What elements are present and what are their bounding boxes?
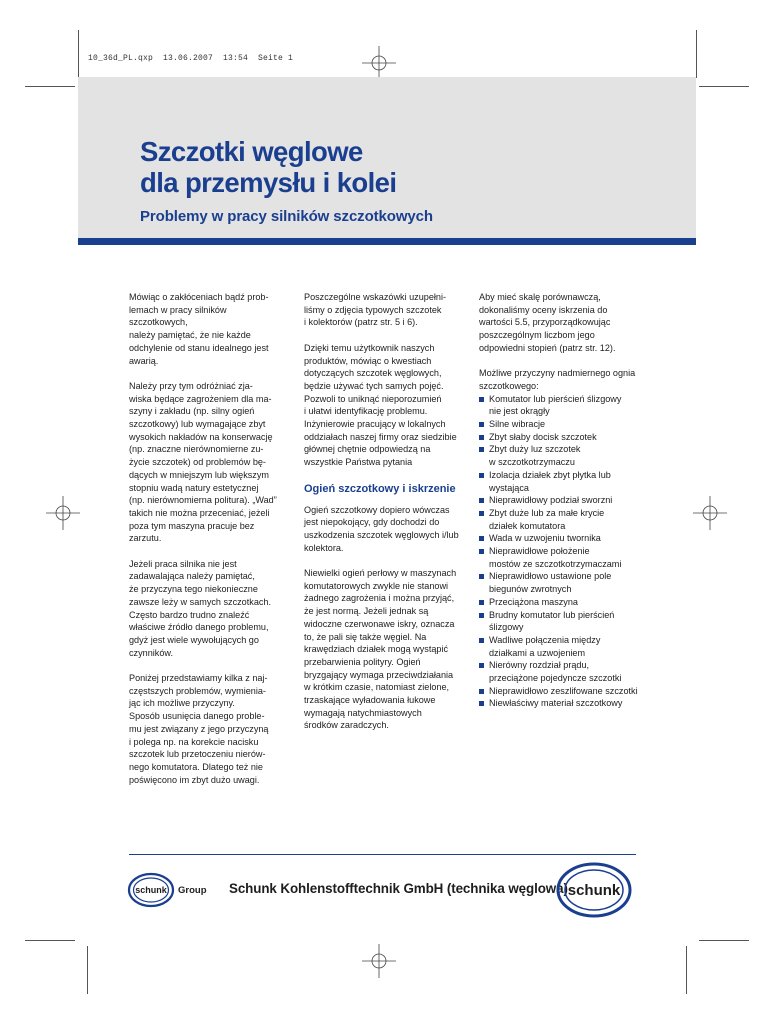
list-item: Niewłaściwy materiał szczotkowy [479,697,644,710]
list-item: Przeciążona maszyna [479,596,644,609]
crop-mark [78,30,79,78]
page-title [140,136,396,198]
crop-mark [87,946,88,994]
list-item: Brudny komutator lub pierścień ślizgowy [479,609,644,634]
list-item: Nierówny rozdział prądu, przeciążone pojedyncze szczotki [479,659,644,684]
crop-mark [699,86,749,87]
paragraph: Poszczególne wskazówki uzupełni- liśmy o zdjęcia typowych szczotek i kolektorów (patrz str. 5 i 6). [304,292,447,328]
paragraph: Poniżej przedstawiamy kilka z naj- częstszych problemów, wymienia- jąc ich możliwe przyczyny. Sposób usunięcia danego proble- mu jest związany z jego przyczyną i polega np. na korekcie nacisku szczotek lub przetoczeniu nierów- nego komutatora. Dlatego też nie poświęcono im zbyt dużo uwagi. [129,673,269,785]
logo-text: schunk [567,882,621,899]
crop-mark [25,86,75,87]
schunk-logo [555,861,633,919]
title-line-1: Szczotki węglowe [140,136,363,167]
column-3 [479,291,644,710]
crop-mark [699,940,749,941]
list-item: Wadliwe połączenia między działkami a uzwojeniem [479,634,644,659]
list-intro: Możliwe przyczyny nadmiernego ognia szczotkowego: [479,368,636,391]
registration-mark-left [46,496,80,530]
schunk-group-logo [127,872,175,908]
causes-list [479,393,644,711]
registration-mark-top [362,46,396,80]
list-item: Silne wibracje [479,418,644,431]
paragraph: Aby mieć skalę porównawczą, dokonaliśmy oceny iskrzenia do wartości 5.5, przyporządkowując poszczególnym liczbom jego odpowiedni stopień (patrz str. 12). [479,292,616,353]
title-line-2: dla przemysłu i kolei [140,167,397,198]
crop-mark [25,940,75,941]
column-1 [129,291,279,799]
print-slug: 10_36d_PL.qxp 13.06.2007 13:54 Seite 1 [88,54,294,63]
paragraph: Ogień szczotkowy dopiero wówczas jest niepokojący, gdy dochodzi do uszkodzenia szczotek węglowych i/lub kolektora. [304,504,459,553]
paragraph: Dzięki temu użytkownik naszych produktów, mówiąc o kwestiach dotyczących szczotek węglowych, będzie używać tych samych pojęć. Pozwoli to uniknąć nieporozumień i ułatwi identyfikację problemu. Inżynierowie pracujący w lokalnych oddziałach naszej firmy oraz siedzibie głównej chętnie odpowiedzą na wszystkie Państwa pytania [304,342,457,468]
page-subtitle: Problemy w pracy silników szczotkowych [140,208,433,225]
list-item: Wada w uzwojeniu twornika [479,532,644,545]
crop-mark [696,30,697,78]
list-item: Izolacja działek zbyt płytka lub wystająca [479,469,644,494]
list-item: Zbyt słaby docisk szczotek [479,431,644,444]
list-item: Nieprawidłowy podział sworzni [479,494,644,507]
footer-rule [129,854,636,855]
list-item: Zbyt duży luz szczotek w szczotkotrzymaczu [479,443,644,468]
group-logo-text: schunk [135,885,167,895]
crop-mark [686,946,687,994]
list-item: Zbyt duże lub za małe krycie działek komutatora [479,507,644,532]
paragraph: Mówiąc o zakłóceniach bądź prob- lemach w pracy silników szczotkowych, należy pamiętać, że nie każde odchylenie od stanu idealnego jest awarią. [129,292,269,366]
list-item: Nieprawidłowo ustawione pole biegunów zwrotnych [479,570,644,595]
paragraph: Jeżeli praca silnika nie jest zadawalająca należy pamiętać, że przyczyna tego niekonieczne zawsze leży w samych szczotkach. Często bardzo trudno znaleźć właściwe źródło danego problemu, gdyż jest wiele wywołujących go czynników. [129,558,272,658]
section-heading: Ogień szczotkowy i iskrzenie [304,482,456,495]
company-name: Schunk Kohlenstofftechnik GmbH (technika węglowa) [229,881,568,896]
list-item: Nieprawidłowe położenie mostów ze szczotkotrzymaczami [479,545,644,570]
paragraph: Należy przy tym odróżniać zja- wiska będące zagrożeniem dla ma- szyny i zakładu (np. silny ogień szczotkowy) lub wymagające zbyt wysokich nakładów na konserwację (np. znaczne nierównomierne zu- życie szczotek) od problemów bę- dących w mniejszym lub większym stopniu wadą natury estetycznej (np. nierównomierna politura). „Wad” takich nie można przeceniać, jeżeli poza tym maszyna pracuje bez zarzutu. [129,380,277,544]
registration-mark-bottom [362,944,396,978]
list-item: Komutator lub pierścień ślizgowy nie jest okrągły [479,393,644,418]
header-rule [78,238,696,245]
column-2 [304,291,464,745]
group-label: Group [178,885,207,896]
paragraph: Niewielki ogień perłowy w maszynach komutatorowych zwykle nie stanowi żadnego zagrożenia i można przyjąć, że jest normą. Jeżeli jednak są widoczne czerwonawe iskry, oznacza to, że pali się także węgiel. Na krawędziach działek mogą wystąpić przebarwienia polityry. Ogień bryzgający wymaga przeciwdziałania w krótkim czasie, natomiast zielone, trzaskające wyładowania łukowe wymagają natychmiastowych środków zaradczych. [304,568,457,731]
registration-mark-right [693,496,727,530]
list-item: Nieprawidłowo zeszlifowane szczotki [479,685,644,698]
